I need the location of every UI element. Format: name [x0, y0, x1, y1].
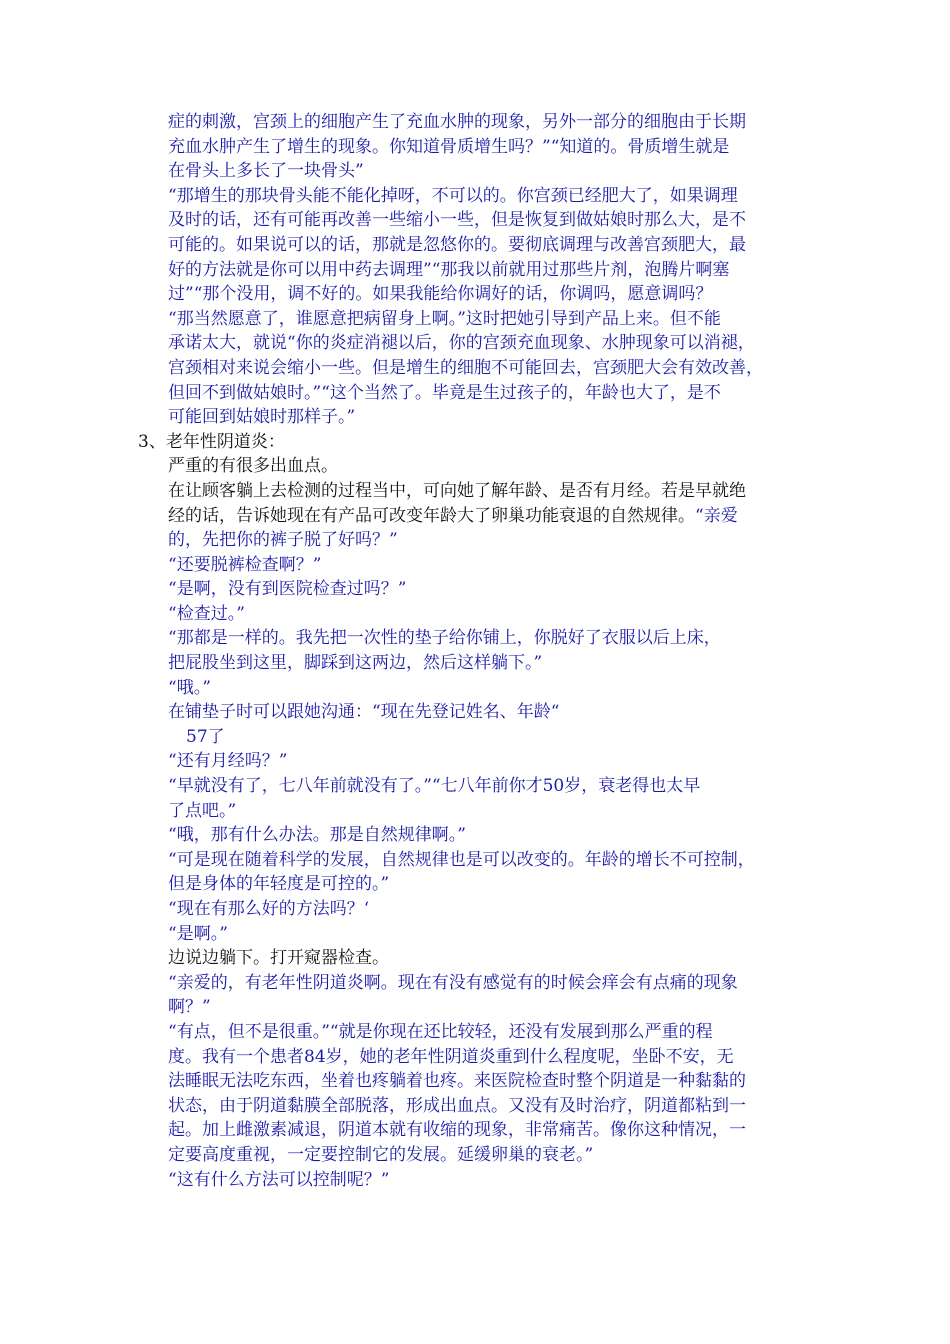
text-line: “还有月经吗？”	[168, 751, 288, 772]
text-line: “哦。”	[168, 677, 211, 698]
text-line-mixed	[168, 504, 833, 529]
text-line: 可能的。如果说可以的话，那就是忽悠你的。要彻底调理与改善宫颈肥大，最	[168, 234, 746, 255]
text-line: 度。我有一个患者84岁，她的老年性阴道炎重到什么程度呢，坐卧不安，无	[168, 1046, 734, 1067]
text-line: 好的方法就是你可以用中药去调理”“那我以前就用过那些片剂，泡腾片啊塞	[168, 259, 730, 280]
text-line: 承诺太大，就说“你的炎症消褪以后，你的宫颈充血现象、水肿现象可以消褪，	[168, 333, 755, 354]
text-line: 在骨头上多长了一块骨头”	[168, 161, 364, 182]
document-body	[138, 110, 833, 1192]
text-line: 可能回到姑娘时那样子。”	[168, 407, 356, 428]
text-line: 在让顾客躺上去检测的过程当中，可向她了解年龄、是否有月经。若是早就绝	[168, 480, 746, 501]
text-line: 状态，由于阴道黏膜全部脱落，形成出血点。又没有及时治疗，阴道都粘到一	[168, 1095, 746, 1116]
text-line-black-part: 经的话，告诉她现在有产品可改变年龄大了卵巢功能衰退的自然规律。	[168, 505, 695, 526]
text-line: “有点，但不是很重。”“就是你现在还比较轻，还没有发展到那么严重的程	[168, 1021, 713, 1042]
text-line: “是啊，没有到医院检查过吗？”	[168, 579, 407, 600]
section-heading: 3、老年性阴道炎：	[138, 431, 285, 452]
text-line: “现在有那么好的方法吗？‘	[168, 899, 370, 919]
text-line: 边说边躺下。打开窥器检查。	[168, 948, 389, 969]
text-line: 57了	[186, 726, 225, 747]
text-line: 把屁股坐到这里，脚踩到这两边，然后这样躺下。”	[168, 653, 543, 674]
text-line: “亲爱的，有老年性阴道炎啊。现在有没有感觉有的时候会痒会有点痛的现象	[168, 972, 738, 993]
text-line: 但回不到做姑娘时。”“这个当然了。毕竟是生过孩子的，年龄也大了，是不	[168, 382, 721, 403]
text-line: “早就没有了，七八年前就没有了。”“七八年前你才50岁，衰老得也太早	[168, 776, 701, 797]
text-line: “还要脱裤检查啊？”	[168, 554, 322, 575]
text-line: 的，先把你的裤子脱了好吗？”	[168, 530, 398, 551]
text-line: 严重的有很多出血点。	[168, 456, 338, 477]
text-line: “那增生的那块骨头能不能化掉呀，不可以的。你宫颈已经肥大了，如果调理	[168, 185, 738, 206]
text-line: 法睡眠无法吃东西，坐着也疼躺着也疼。来医院检查时整个阴道是一种黏黏的	[168, 1071, 746, 1092]
text-line: “可是现在随着科学的发展，自然规律也是可以改变的。年龄的增长不可控制，	[168, 849, 755, 870]
text-line: “检查过。”	[168, 603, 245, 624]
text-line: 宫颈相对来说会缩小一些。但是增生的细胞不可能回去，宫颈肥大会有效改善，	[168, 357, 763, 378]
text-line: 定要高度重视，一定要控制它的发展。延缓卵巢的衰老。”	[168, 1144, 594, 1165]
text-line: “这有什么方法可以控制呢？”	[168, 1169, 390, 1190]
text-line: “那都是一样的。我先把一次性的垫子给你铺上，你脱好了衣服以后上床，	[168, 628, 721, 649]
text-line: 症的刺激，宫颈上的细胞产生了充血水肿的现象，另外一部分的细胞由于长期	[168, 112, 746, 132]
text-line: “那当然愿意了，谁愿意把病留身上啊。”这时把她引导到产品上来。但不能	[168, 308, 721, 329]
text-line: 但是身体的年轻度是可控的。”	[168, 874, 390, 895]
text-line: 过”“那个没用，调不好的。如果我能给你调好的话，你调吗，愿意调吗？	[168, 284, 713, 305]
text-line: 啊？”	[168, 997, 211, 1018]
text-line-blue-part: “亲爱	[695, 505, 738, 526]
text-line: 了点吧。”	[168, 800, 237, 821]
text-line: “是啊。”	[168, 923, 228, 944]
text-line: 起。加上雌激素减退，阴道本就有收缩的现象，非常痛苦。像你这种情况，一	[168, 1120, 746, 1141]
text-line: “哦，那有什么办法。那是自然规律啊。”	[168, 825, 466, 846]
text-line: 在铺垫子时可以跟她沟通：“现在先登记姓名、年龄“	[168, 702, 560, 723]
text-line: 充血水肿产生了增生的现象。你知道骨质增生吗？”“知道的。骨质增生就是	[168, 136, 730, 157]
text-line: 及时的话，还有可能再改善一些缩小一些，但是恢复到做姑娘时那么大，是不	[168, 210, 746, 231]
